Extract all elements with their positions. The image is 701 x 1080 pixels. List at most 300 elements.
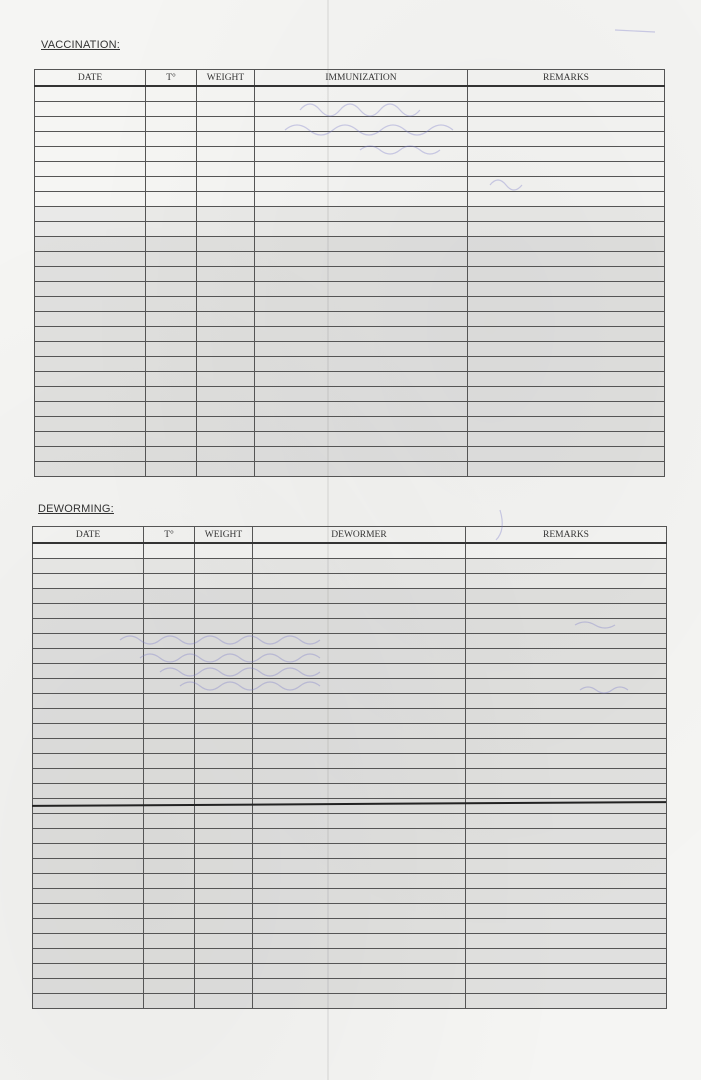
vaccination-cell: [255, 432, 468, 447]
vaccination-cell: [468, 387, 665, 402]
vaccination-row: [35, 372, 665, 387]
deworming-cell: [253, 979, 466, 994]
deworming-cell: [195, 784, 253, 799]
deworming-cell: [144, 904, 195, 919]
deworming-cell: [466, 994, 667, 1009]
vaccination-cell: [197, 267, 255, 282]
vaccination-cell: [255, 117, 468, 132]
deworming-cell: [33, 994, 144, 1009]
deworming-cell: [195, 934, 253, 949]
deworming-row: [33, 814, 667, 829]
deworming-cell: [253, 619, 466, 634]
deworming-table: [32, 526, 667, 1009]
vaccination-cell: [146, 462, 197, 477]
deworming-row: [33, 784, 667, 799]
vaccination-table: [34, 69, 665, 477]
deworming-row: [33, 904, 667, 919]
deworming-cell: [466, 859, 667, 874]
deworming-cell: [33, 604, 144, 619]
deworming-cell: [33, 844, 144, 859]
deworming-cell: [253, 934, 466, 949]
vaccination-cell: [255, 342, 468, 357]
deworming-cell: [466, 949, 667, 964]
vaccination-cell: [146, 342, 197, 357]
vaccination-row: [35, 86, 665, 102]
deworming-rows: [33, 543, 667, 1009]
vaccination-cell: [468, 147, 665, 162]
deworming-cell: [33, 889, 144, 904]
deworming-cell: [33, 919, 144, 934]
deworming-cell: [195, 694, 253, 709]
deworming-row: [33, 919, 667, 934]
deworming-cell: [144, 724, 195, 739]
vaccination-cell: [35, 252, 146, 267]
deworming-cell: [144, 589, 195, 604]
vaccination-cell: [468, 327, 665, 342]
deworming-cell: [466, 543, 667, 559]
deworming-cell: [195, 859, 253, 874]
vaccination-cell: [468, 207, 665, 222]
deworming-row: [33, 859, 667, 874]
deworming-cell: [144, 664, 195, 679]
vaccination-cell: [146, 267, 197, 282]
deworming-header-remarks: REMARKS: [466, 527, 667, 544]
deworming-cell: [253, 859, 466, 874]
deworming-row: [33, 679, 667, 694]
vaccination-row: [35, 387, 665, 402]
deworming-cell: [144, 679, 195, 694]
deworming-cell: [253, 559, 466, 574]
deworming-cell: [466, 814, 667, 829]
deworming-cell: [33, 664, 144, 679]
vaccination-header-date: DATE: [35, 70, 146, 87]
deworming-cell: [195, 724, 253, 739]
vaccination-row: [35, 192, 665, 207]
deworming-row: [33, 754, 667, 769]
vaccination-cell: [255, 102, 468, 117]
vaccination-header-temperature: T°: [146, 70, 197, 87]
vaccination-cell: [255, 267, 468, 282]
deworming-cell: [33, 739, 144, 754]
vaccination-cell: [255, 282, 468, 297]
vaccination-cell: [468, 312, 665, 327]
vaccination-cell: [255, 297, 468, 312]
deworming-cell: [253, 799, 466, 814]
vaccination-cell: [468, 297, 665, 312]
deworming-cell: [253, 784, 466, 799]
deworming-cell: [253, 994, 466, 1009]
vaccination-row: [35, 147, 665, 162]
deworming-cell: [253, 664, 466, 679]
vaccination-cell: [146, 162, 197, 177]
vaccination-cell: [146, 327, 197, 342]
deworming-cell: [253, 964, 466, 979]
vaccination-cell: [146, 237, 197, 252]
vaccination-row: [35, 312, 665, 327]
vaccination-cell: [197, 282, 255, 297]
deworming-cell: [466, 559, 667, 574]
deworming-cell: [466, 664, 667, 679]
deworming-row: [33, 619, 667, 634]
deworming-header-weight: WEIGHT: [195, 527, 253, 544]
vaccination-cell: [146, 417, 197, 432]
deworming-cell: [466, 574, 667, 589]
vaccination-cell: [468, 267, 665, 282]
deworming-cell: [144, 543, 195, 559]
deworming-row: [33, 979, 667, 994]
vaccination-cell: [197, 117, 255, 132]
deworming-row: [33, 739, 667, 754]
vaccination-cell: [146, 387, 197, 402]
vaccination-cell: [146, 357, 197, 372]
vaccination-cell: [197, 192, 255, 207]
deworming-cell: [144, 649, 195, 664]
deworming-cell: [466, 724, 667, 739]
deworming-cell: [144, 634, 195, 649]
vaccination-cell: [35, 282, 146, 297]
deworming-cell: [195, 829, 253, 844]
deworming-cell: [195, 559, 253, 574]
deworming-cell: [466, 589, 667, 604]
deworming-cell: [33, 979, 144, 994]
vaccination-cell: [197, 237, 255, 252]
vaccination-cell: [146, 282, 197, 297]
vaccination-row: [35, 327, 665, 342]
deworming-row: [33, 634, 667, 649]
vaccination-cell: [255, 237, 468, 252]
vaccination-cell: [255, 207, 468, 222]
vaccination-cell: [468, 162, 665, 177]
vaccination-cell: [35, 402, 146, 417]
vaccination-cell: [255, 402, 468, 417]
vaccination-cell: [35, 177, 146, 192]
deworming-cell: [33, 543, 144, 559]
vaccination-cell: [197, 402, 255, 417]
deworming-cell: [195, 949, 253, 964]
deworming-cell: [144, 604, 195, 619]
deworming-cell: [33, 874, 144, 889]
vaccination-cell: [35, 237, 146, 252]
deworming-cell: [144, 844, 195, 859]
vaccination-cell: [468, 357, 665, 372]
deworming-row: [33, 559, 667, 574]
vaccination-cell: [35, 417, 146, 432]
vaccination-cell: [35, 372, 146, 387]
vaccination-cell: [35, 312, 146, 327]
deworming-cell: [466, 829, 667, 844]
vaccination-row: [35, 282, 665, 297]
vaccination-cell: [146, 177, 197, 192]
deworming-cell: [33, 724, 144, 739]
deworming-cell: [253, 919, 466, 934]
vaccination-cell: [35, 387, 146, 402]
vaccination-cell: [255, 327, 468, 342]
deworming-cell: [253, 769, 466, 784]
vaccination-cell: [197, 222, 255, 237]
vaccination-cell: [197, 177, 255, 192]
vaccination-cell: [197, 132, 255, 147]
vaccination-row: [35, 207, 665, 222]
vaccination-row: [35, 432, 665, 447]
vaccination-cell: [146, 147, 197, 162]
deworming-cell: [33, 709, 144, 724]
deworming-cell: [33, 829, 144, 844]
vaccination-title: VACCINATION:: [41, 39, 120, 51]
vaccination-cell: [255, 462, 468, 477]
vaccination-cell: [146, 192, 197, 207]
deworming-cell: [33, 964, 144, 979]
deworming-cell: [195, 964, 253, 979]
deworming-cell: [144, 739, 195, 754]
deworming-cell: [195, 754, 253, 769]
vaccination-cell: [468, 86, 665, 102]
deworming-cell: [33, 649, 144, 664]
deworming-header-dewormer: DEWORMER: [253, 527, 466, 544]
deworming-row: [33, 994, 667, 1009]
vaccination-row: [35, 402, 665, 417]
vaccination-cell: [197, 102, 255, 117]
vaccination-cell: [35, 117, 146, 132]
deworming-cell: [33, 859, 144, 874]
vaccination-cell: [197, 462, 255, 477]
deworming-cell: [466, 934, 667, 949]
deworming-cell: [466, 649, 667, 664]
deworming-cell: [195, 619, 253, 634]
deworming-cell: [253, 589, 466, 604]
deworming-cell: [195, 919, 253, 934]
deworming-cell: [144, 829, 195, 844]
deworming-row: [33, 664, 667, 679]
vaccination-row: [35, 237, 665, 252]
deworming-row: [33, 649, 667, 664]
deworming-cell: [195, 604, 253, 619]
deworming-cell: [466, 679, 667, 694]
vaccination-cell: [146, 447, 197, 462]
deworming-cell: [33, 679, 144, 694]
vaccination-cell: [35, 267, 146, 282]
vaccination-cell: [197, 342, 255, 357]
deworming-row: [33, 604, 667, 619]
deworming-cell: [466, 919, 667, 934]
deworming-header-date: DATE: [33, 527, 144, 544]
vaccination-cell: [197, 312, 255, 327]
vaccination-row: [35, 252, 665, 267]
deworming-cell: [466, 844, 667, 859]
deworming-row: [33, 889, 667, 904]
vaccination-cell: [197, 372, 255, 387]
vaccination-cell: [468, 417, 665, 432]
deworming-cell: [253, 829, 466, 844]
deworming-cell: [195, 889, 253, 904]
vaccination-cell: [35, 86, 146, 102]
deworming-cell: [466, 634, 667, 649]
vaccination-cell: [146, 207, 197, 222]
vaccination-cell: [35, 192, 146, 207]
vaccination-cell: [35, 147, 146, 162]
vaccination-cell: [197, 387, 255, 402]
deworming-cell: [253, 844, 466, 859]
vaccination-cell: [35, 342, 146, 357]
vaccination-cell: [146, 222, 197, 237]
vaccination-cell: [255, 147, 468, 162]
deworming-cell: [33, 694, 144, 709]
vaccination-row: [35, 162, 665, 177]
deworming-cell: [466, 889, 667, 904]
deworming-cell: [253, 604, 466, 619]
vaccination-cell: [255, 177, 468, 192]
vaccination-header-remarks: REMARKS: [468, 70, 665, 87]
vaccination-cell: [468, 402, 665, 417]
vaccination-cell: [255, 417, 468, 432]
deworming-cell: [144, 979, 195, 994]
deworming-cell: [144, 919, 195, 934]
vaccination-cell: [255, 447, 468, 462]
deworming-cell: [144, 709, 195, 724]
deworming-cell: [33, 559, 144, 574]
vaccination-row: [35, 222, 665, 237]
deworming-row: [33, 694, 667, 709]
vaccination-cell: [255, 86, 468, 102]
deworming-cell: [466, 709, 667, 724]
vaccination-row: [35, 462, 665, 477]
deworming-cell: [253, 814, 466, 829]
vaccination-cell: [468, 192, 665, 207]
vaccination-row: [35, 132, 665, 147]
deworming-cell: [144, 619, 195, 634]
vaccination-cell: [35, 207, 146, 222]
deworming-cell: [144, 694, 195, 709]
vaccination-header-immunization: IMMUNIZATION: [255, 70, 468, 87]
deworming-cell: [466, 619, 667, 634]
vaccination-header-row: [35, 70, 665, 87]
deworming-cell: [466, 784, 667, 799]
vaccination-cell: [35, 162, 146, 177]
deworming-cell: [253, 724, 466, 739]
vaccination-cell: [197, 357, 255, 372]
vaccination-cell: [255, 387, 468, 402]
vaccination-cell: [146, 297, 197, 312]
deworming-title: DEWORMING:: [38, 503, 114, 515]
deworming-cell: [33, 784, 144, 799]
deworming-cell: [195, 634, 253, 649]
vaccination-cell: [35, 132, 146, 147]
deworming-cell: [33, 589, 144, 604]
deworming-cell: [33, 934, 144, 949]
deworming-cell: [253, 889, 466, 904]
deworming-cell: [195, 709, 253, 724]
vaccination-cell: [255, 357, 468, 372]
vaccination-cell: [146, 432, 197, 447]
deworming-row: [33, 724, 667, 739]
vaccination-cell: [468, 447, 665, 462]
vaccination-cell: [255, 372, 468, 387]
vaccination-cell: [468, 282, 665, 297]
deworming-cell: [195, 769, 253, 784]
deworming-cell: [33, 769, 144, 784]
vaccination-cell: [197, 432, 255, 447]
deworming-cell: [144, 574, 195, 589]
vaccination-cell: [146, 372, 197, 387]
vaccination-cell: [468, 117, 665, 132]
vaccination-cell: [146, 132, 197, 147]
vaccination-cell: [468, 177, 665, 192]
deworming-cell: [144, 859, 195, 874]
deworming-cell: [253, 949, 466, 964]
deworming-cell: [253, 904, 466, 919]
deworming-cell: [195, 739, 253, 754]
deworming-cell: [253, 709, 466, 724]
deworming-cell: [466, 979, 667, 994]
vaccination-cell: [197, 147, 255, 162]
deworming-row: [33, 574, 667, 589]
vaccination-cell: [146, 402, 197, 417]
deworming-cell: [253, 574, 466, 589]
vaccination-row: [35, 357, 665, 372]
vaccination-cell: [255, 192, 468, 207]
vaccination-cell: [468, 462, 665, 477]
vaccination-cell: [35, 357, 146, 372]
vaccination-cell: [197, 86, 255, 102]
deworming-cell: [144, 994, 195, 1009]
vaccination-rows: [35, 86, 665, 477]
vaccination-cell: [197, 447, 255, 462]
vaccination-cell: [468, 237, 665, 252]
vaccination-cell: [35, 447, 146, 462]
deworming-cell: [195, 904, 253, 919]
deworming-cell: [144, 769, 195, 784]
vaccination-row: [35, 297, 665, 312]
vaccination-cell: [197, 297, 255, 312]
vaccination-cell: [146, 102, 197, 117]
deworming-cell: [144, 754, 195, 769]
deworming-cell: [33, 574, 144, 589]
vaccination-cell: [35, 432, 146, 447]
deworming-cell: [195, 994, 253, 1009]
deworming-row: [33, 543, 667, 559]
deworming-cell: [144, 814, 195, 829]
vaccination-cell: [468, 132, 665, 147]
deworming-header-temperature: T°: [144, 527, 195, 544]
vaccination-cell: [255, 222, 468, 237]
vaccination-cell: [197, 417, 255, 432]
deworming-cell: [144, 889, 195, 904]
vaccination-cell: [35, 297, 146, 312]
vaccination-cell: [255, 252, 468, 267]
vaccination-cell: [35, 102, 146, 117]
vaccination-row: [35, 117, 665, 132]
vaccination-cell: [197, 327, 255, 342]
vaccination-row: [35, 177, 665, 192]
vaccination-cell: [146, 252, 197, 267]
deworming-cell: [466, 604, 667, 619]
vaccination-cell: [197, 162, 255, 177]
deworming-cell: [144, 949, 195, 964]
deworming-cell: [195, 874, 253, 889]
vaccination-cell: [35, 327, 146, 342]
vaccination-cell: [468, 432, 665, 447]
vaccination-cell: [35, 462, 146, 477]
deworming-cell: [466, 769, 667, 784]
deworming-row: [33, 769, 667, 784]
deworming-cell: [195, 543, 253, 559]
vaccination-cell: [255, 312, 468, 327]
deworming-row: [33, 844, 667, 859]
deworming-cell: [144, 559, 195, 574]
vaccination-cell: [468, 252, 665, 267]
deworming-cell: [466, 694, 667, 709]
vaccination-cell: [35, 222, 146, 237]
vaccination-cell: [146, 117, 197, 132]
